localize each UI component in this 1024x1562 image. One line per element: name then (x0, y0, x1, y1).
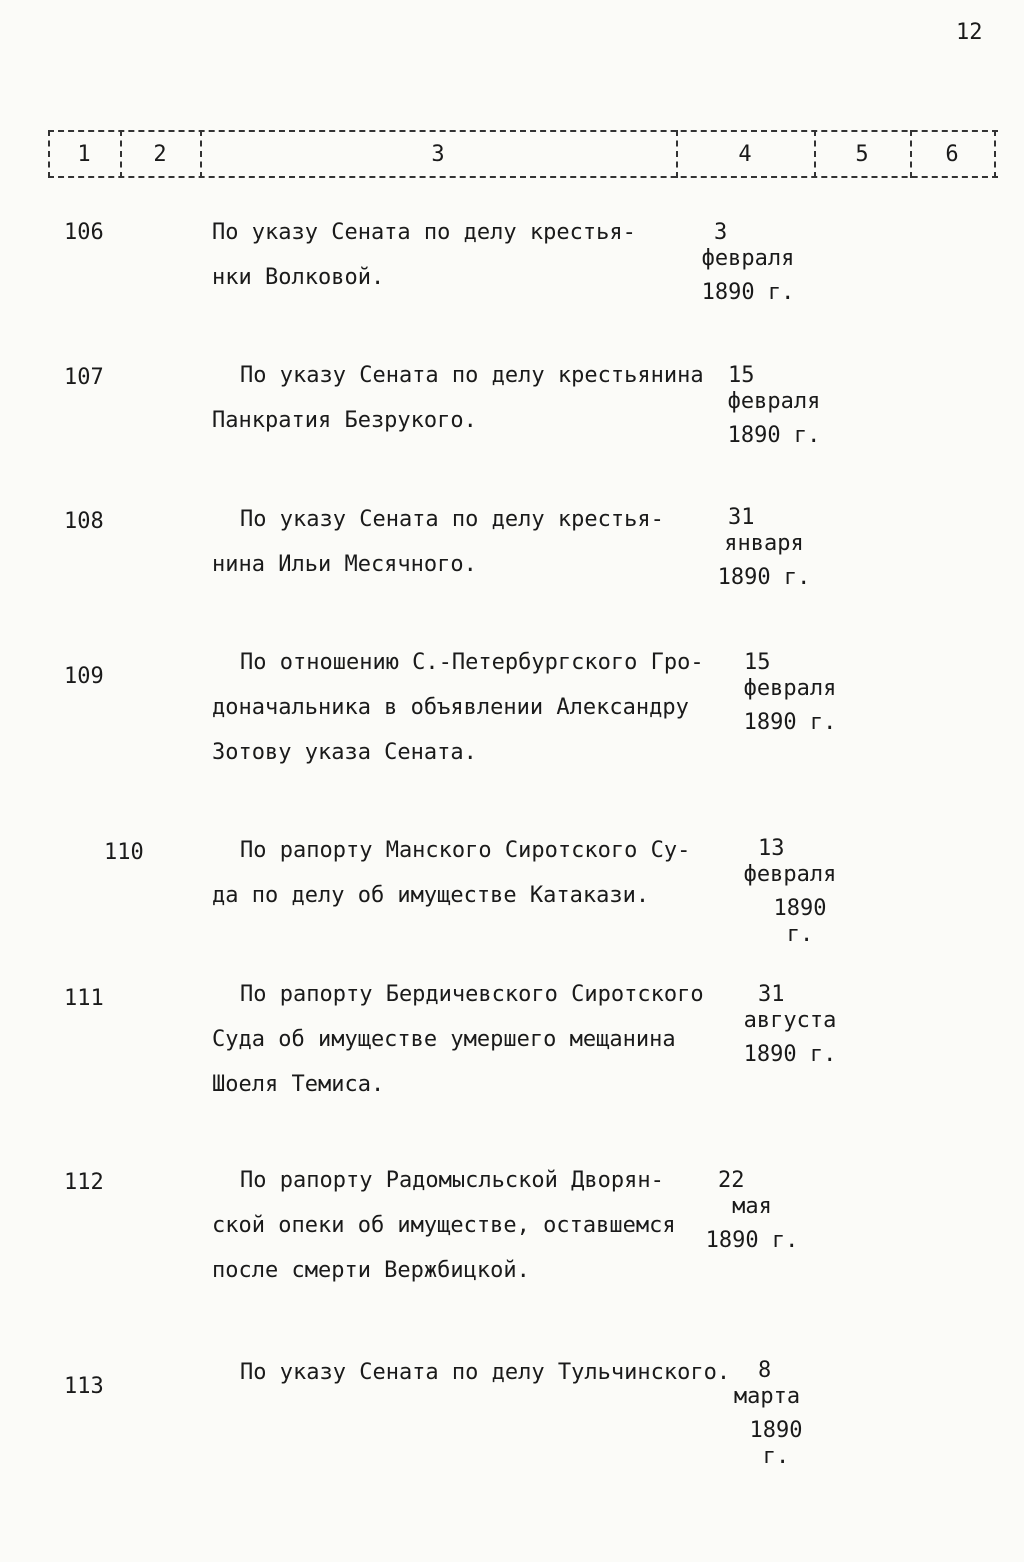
header-col-4: 4 (738, 142, 752, 167)
header-col-2: 2 (153, 142, 167, 167)
entry-number: 108 (64, 509, 104, 534)
entry-description (212, 828, 722, 918)
entry-number: 106 (64, 220, 104, 245)
description-line: По указу Сената по делу крестья- (240, 507, 664, 532)
entry-description (212, 1350, 772, 1395)
date-day: 13 (758, 836, 785, 861)
date-day: 15 (728, 363, 755, 388)
header-bottom-rule (48, 176, 998, 178)
entry-date (724, 363, 824, 449)
entry-number: 110 (104, 840, 144, 865)
date-year: 1890 г. (705, 1228, 799, 1253)
date-day: 31 (758, 982, 785, 1007)
description-line: Суда об имуществе умершего мещанина (212, 1027, 676, 1052)
date-year: 1890 г. (717, 565, 811, 590)
description-line: По отношению С.-Петербургского Гро- (240, 650, 704, 675)
description-line: доначальника в объявлении Александру (212, 695, 689, 720)
date-day: 3 (714, 220, 728, 245)
date-day: 31 (728, 505, 755, 530)
description-line: По рапорту Бердичевского Сиротского (240, 982, 704, 1007)
description-line: ской опеки об имуществе, оставшемся (212, 1213, 676, 1238)
header-col-5: 5 (855, 142, 869, 167)
entry-number: 112 (64, 1170, 104, 1195)
entry-number: 113 (64, 1374, 104, 1399)
description-line: нки Волковой. (212, 265, 385, 290)
date-year: 1890 г. (743, 1042, 837, 1067)
page-number: 12 (956, 20, 983, 45)
description-line: Зотову указа Сената. (212, 740, 477, 765)
header-top-rule (48, 130, 998, 132)
entry-date (702, 1168, 802, 1254)
header-col-6: 6 (945, 142, 959, 167)
date-month: мая (732, 1194, 772, 1219)
description-line: после смерти Вержбицкой. (212, 1258, 530, 1283)
entry-description (212, 353, 722, 443)
entry-description (212, 640, 722, 775)
entry-date (698, 220, 798, 306)
date-day: 15 (744, 650, 771, 675)
date-month: марта (733, 1384, 801, 1409)
date-year: 1890 г. (727, 423, 821, 448)
header-col-1: 1 (77, 142, 91, 167)
description-line: По указу Сената по делу крестьянина (240, 363, 704, 388)
date-month: февраля (743, 862, 837, 887)
header-divider (994, 130, 996, 178)
date-month: февраля (743, 676, 837, 701)
entry-number: 109 (64, 664, 104, 689)
entry-number: 111 (64, 986, 104, 1011)
date-month: августа (743, 1008, 837, 1033)
entry-date (714, 505, 814, 591)
entry-description (212, 210, 722, 300)
date-day: 22 (718, 1168, 745, 1193)
entry-description (212, 972, 722, 1107)
table-header (48, 130, 998, 178)
entry-date (740, 836, 840, 948)
date-month: января (724, 531, 804, 556)
entry-date (740, 982, 840, 1068)
entry-description (212, 497, 722, 587)
date-month: февраля (701, 246, 795, 271)
date-day: 8 (758, 1358, 772, 1383)
description-line: По указу Сената по делу крестья- (212, 220, 636, 245)
entry-description (212, 1158, 722, 1293)
date-year: 1890 г. (749, 1418, 803, 1469)
description-line: Панкратия Безрукого. (212, 408, 477, 433)
date-month: февраля (727, 389, 821, 414)
date-year: 1890 г. (701, 280, 795, 305)
description-line: нина Ильи Месячного. (212, 552, 477, 577)
entry-number: 107 (64, 365, 104, 390)
description-line: По рапорту Манского Сиротского Су- (240, 838, 691, 863)
description-line: да по делу об имуществе Катакази. (212, 883, 650, 908)
date-year: 1890 г. (773, 896, 827, 947)
entry-date (712, 1358, 822, 1470)
description-line: По рапорту Радомысльской Дворян- (240, 1168, 664, 1193)
header-col-3: 3 (431, 142, 445, 167)
entry-date (740, 650, 840, 736)
date-year: 1890 г. (743, 710, 837, 735)
description-line: Шоеля Темиса. (212, 1072, 385, 1097)
description-line: По указу Сената по делу Тульчинского. (240, 1360, 731, 1385)
